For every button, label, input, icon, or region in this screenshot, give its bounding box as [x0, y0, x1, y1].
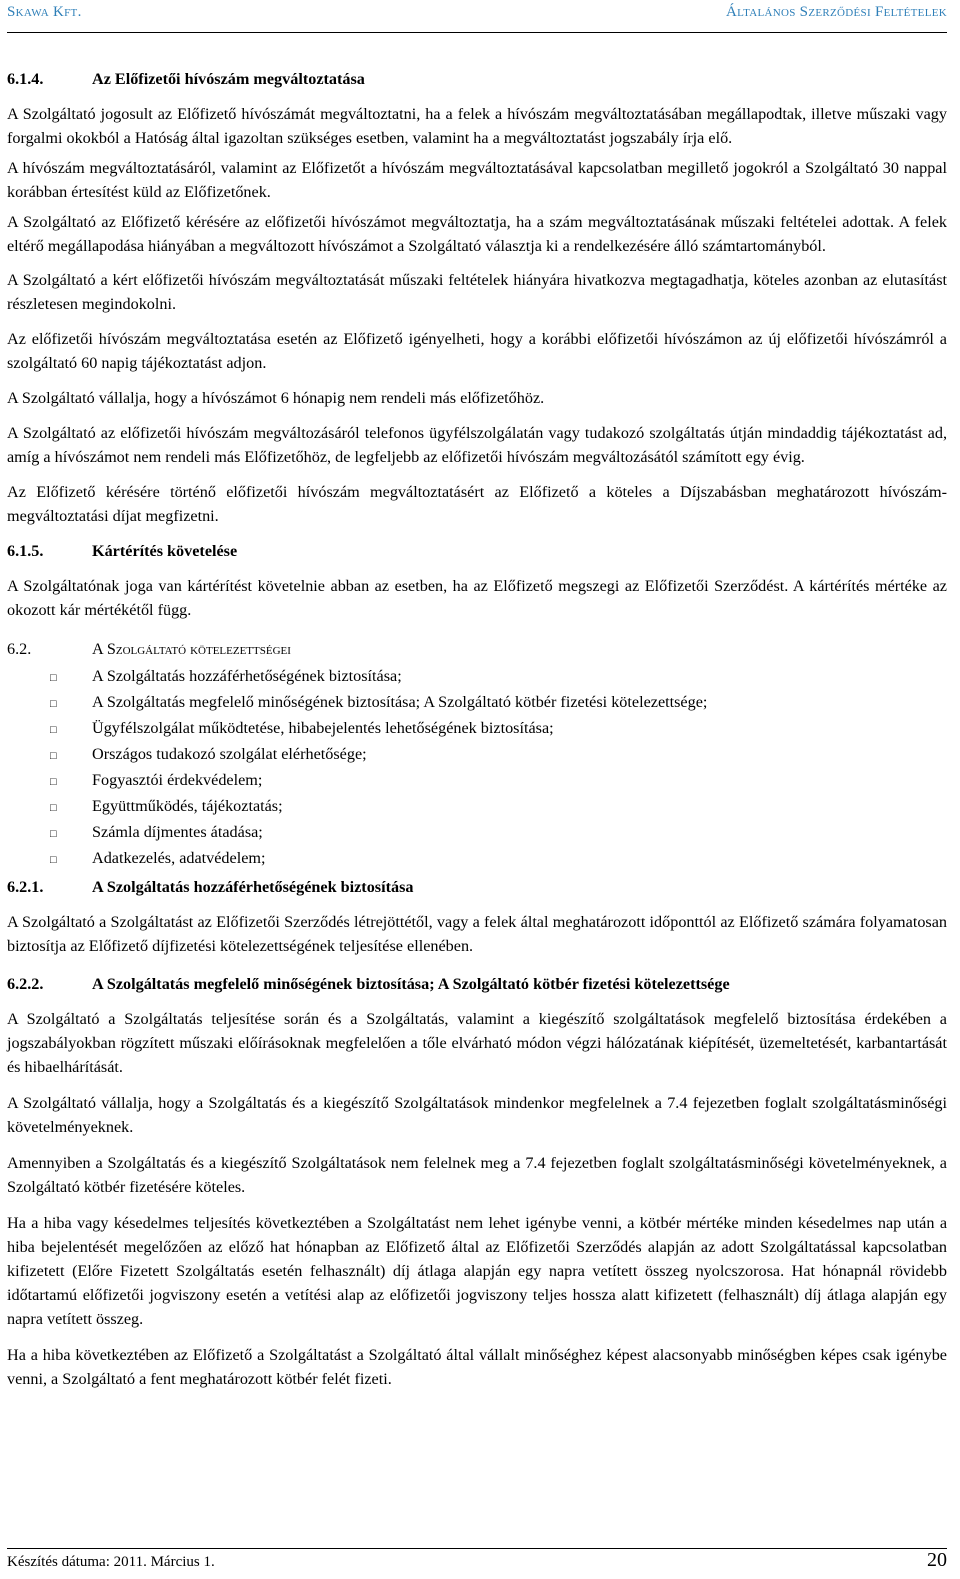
page-footer	[7, 1551, 947, 1575]
list-item-text: Együttműködés, tájékoztatás;	[92, 797, 283, 815]
section-title: Az Előfizetői hívószám megváltoztatása	[92, 70, 365, 88]
list-item	[7, 664, 947, 690]
page-number: 20	[927, 1549, 947, 1571]
header-company: Skawa Kft.	[7, 4, 82, 20]
square-bullet-icon: □	[50, 724, 57, 736]
paragraph: Az előfizetői hívószám megváltoztatása esetén az Előfizető igényelheti, hogy a korábbi előfizetői hívószámon az új előfizetői hívószámról a szolgáltató 60 napig tájékoztatást adjon.	[7, 330, 947, 372]
section-number: 6.1.5.	[7, 542, 44, 560]
section-number: 6.2.	[7, 640, 32, 658]
list-item-text: Ügyfélszolgálat működtetése, hibabejelentés lehetőségének biztosítása;	[92, 719, 554, 737]
list-item	[7, 768, 947, 794]
square-bullet-icon: □	[50, 854, 57, 866]
paragraph: Az Előfizető kérésére történő előfizetői hívószám megváltoztatásért az Előfizető a köteles a Díjszabásban meghatározott hívószám-megváltoztatási díjat megfizetni.	[7, 483, 947, 525]
list-item-text: A Szolgáltatás hozzáférhetőségének biztosítása;	[92, 667, 402, 685]
list-item	[7, 716, 947, 742]
square-bullet-icon: □	[50, 802, 57, 814]
paragraph: A Szolgáltató vállalja, hogy a Szolgáltatás és a kiegészítő Szolgáltatások mindenkor megfelelnek a 7.4 fejezetben foglalt szolgáltatásminőségi követelményeknek.	[7, 1094, 947, 1136]
list-item	[7, 690, 947, 716]
section-heading-6-2-1	[7, 875, 947, 899]
section-number: 6.2.1.	[7, 878, 44, 896]
section-number: 6.2.2.	[7, 975, 44, 993]
square-bullet-icon: □	[50, 750, 57, 762]
section-heading-6-1-4	[7, 67, 947, 91]
footer-creation-date: Készítés dátuma: 2011. Március 1.	[7, 1554, 215, 1570]
header-divider	[7, 32, 947, 33]
list-item	[7, 846, 947, 872]
section-heading-6-2	[7, 637, 947, 661]
document-body	[7, 67, 947, 1391]
paragraph: A Szolgáltató vállalja, hogy a hívószámot 6 hónapig nem rendeli más előfizetőhöz.	[7, 389, 545, 407]
section-title: Kártérítés követelése	[92, 542, 238, 560]
paragraph: A Szolgáltató a Szolgáltatást az Előfizetői Szerződés létrejöttétől, vagy a felek által meghatározott időponttól az Előfizető számára folyamatosan biztosítja az Előfizető díjfizetési kötelezettségének teljesítése ellenében.	[7, 913, 947, 955]
list-item-text: A Szolgáltatás megfelelő minőségének biztosítása; A Szolgáltató kötbér fizetési kötelezettsége;	[92, 693, 708, 711]
paragraph: A Szolgáltató az előfizetői hívószám megváltozásáról telefonos ügyfélszolgálatán vagy tudakozó szolgáltatás útján mindaddig tájékoztatást ad, amíg a hívószámot nem rendeli más Előfizetőhöz, de legfeljebb az előfizetői hívószám megváltozásától számított egy évig.	[7, 424, 947, 466]
list-item	[7, 794, 947, 820]
paragraph: A Szolgáltatónak joga van kártérítést követelnie abban az esetben, ha az Előfizető megszegi az Előfizetői Szerződést. A kártérítés mértéke az okozott kár mértékétől függ.	[7, 577, 947, 619]
page-header	[7, 4, 947, 24]
footer-divider	[7, 1548, 947, 1549]
section-heading-6-2-2	[7, 972, 947, 996]
list-item-text: Számla díjmentes átadása;	[92, 823, 263, 841]
section-number: 6.1.4.	[7, 70, 44, 88]
paragraph: Amennyiben a Szolgáltatás és a kiegészítő Szolgáltatások nem felelnek meg a 7.4 fejezetben foglalt szolgáltatásminőségi követelményeknek, a Szolgáltató kötbér fizetésére köteles.	[7, 1154, 947, 1196]
paragraph: A Szolgáltató jogosult az Előfizető hívószámát megváltoztatni, ha a felek a hívószám megváltoztatásában megállapodtak, illetve műszaki vagy forgalmi okokból a Hatóság által igazoltan szükséges esetben, valamint ha a megváltoztatást jogszabály írja elő.	[7, 105, 947, 147]
square-bullet-icon: □	[50, 698, 57, 710]
paragraph: A hívószám megváltoztatásáról, valamint az Előfizetőt a hívószám megváltoztatásával kapcsolatban megillető jogokról a Szolgáltató 30 nappal korábban értesítést küld az Előfizetőnek.	[7, 159, 947, 201]
list-item-text: Fogyasztói érdekvédelem;	[92, 771, 263, 789]
list-item	[7, 742, 947, 768]
list-item	[7, 820, 947, 846]
header-document-title: Általános Szerződési Feltételek	[725, 4, 947, 20]
section-title: A Szolgáltató kötelezettségei	[92, 640, 291, 658]
paragraph: A Szolgáltató a Szolgáltatás teljesítése során és a Szolgáltatás, valamint a kiegészítő szolgáltatások megfelelő biztosítása érdekében a jogszabályokban rögzített műszaki előírásoknak megfelelően a tőle elvárható módon végzi hálózatának kiépítését, üzemeltetését, karbantartását és hibaelhárítását.	[7, 1010, 947, 1076]
section-title: A Szolgáltatás hozzáférhetőségének biztosítása	[92, 878, 414, 896]
obligations-list	[7, 664, 947, 872]
square-bullet-icon: □	[50, 828, 57, 840]
square-bullet-icon: □	[50, 672, 57, 684]
list-item-text: Országos tudakozó szolgálat elérhetősége;	[92, 745, 367, 763]
square-bullet-icon: □	[50, 776, 57, 788]
paragraph: A Szolgáltató az Előfizető kérésére az előfizetői hívószámot megváltoztatja, ha a szám megváltoztatásának műszaki feltételei adottak. A felek eltérő megállapodása hiányában a megváltozott hívószámot a Szolgáltató választja ki a rendelkezésére álló számtartományból.	[7, 213, 947, 255]
paragraph: A Szolgáltató a kért előfizetői hívószám megváltoztatását műszaki feltételek hiányára hivatkozva megtagadhatja, köteles azonban az elutasítást részletesen megindokolni.	[7, 271, 947, 313]
paragraph: Ha a hiba vagy késedelmes teljesítés következtében a Szolgáltatást nem lehet igénybe venni, a kötbér mértéke minden késedelmes nap után a hiba bejelentését megelőzően az előző hat hónapban az Előfizető által az Előfizetői Szerződés alapján az adott Szolgáltatással kapcsolatban kifizetett (Előre Fizetett Szolgáltatás esetén felhasznált) díj átlaga alapján egy napra vetített összeg nyolcszorosa. Hat hónapnál rövidebb időtartamú előfizetői jogviszony esetén a vetítési alap az előfizetői jogviszony teljes hossza alatt kifizetett (felhasznált) díj átlaga alapján egy napra vetített összeg.	[7, 1214, 947, 1328]
paragraph: Ha a hiba következtében az Előfizető a Szolgáltatást a Szolgáltató által vállalt minőséghez képest alacsonyabb minőségben képes csak igénybe venni, a Szolgáltató a fent meghatározott kötbér felét fizeti.	[7, 1346, 947, 1388]
section-title: A Szolgáltatás megfelelő minőségének biztosítása; A Szolgáltató kötbér fizetési kötelezettsége	[92, 975, 730, 993]
section-heading-6-1-5	[7, 539, 947, 563]
list-item-text: Adatkezelés, adatvédelem;	[92, 849, 266, 867]
